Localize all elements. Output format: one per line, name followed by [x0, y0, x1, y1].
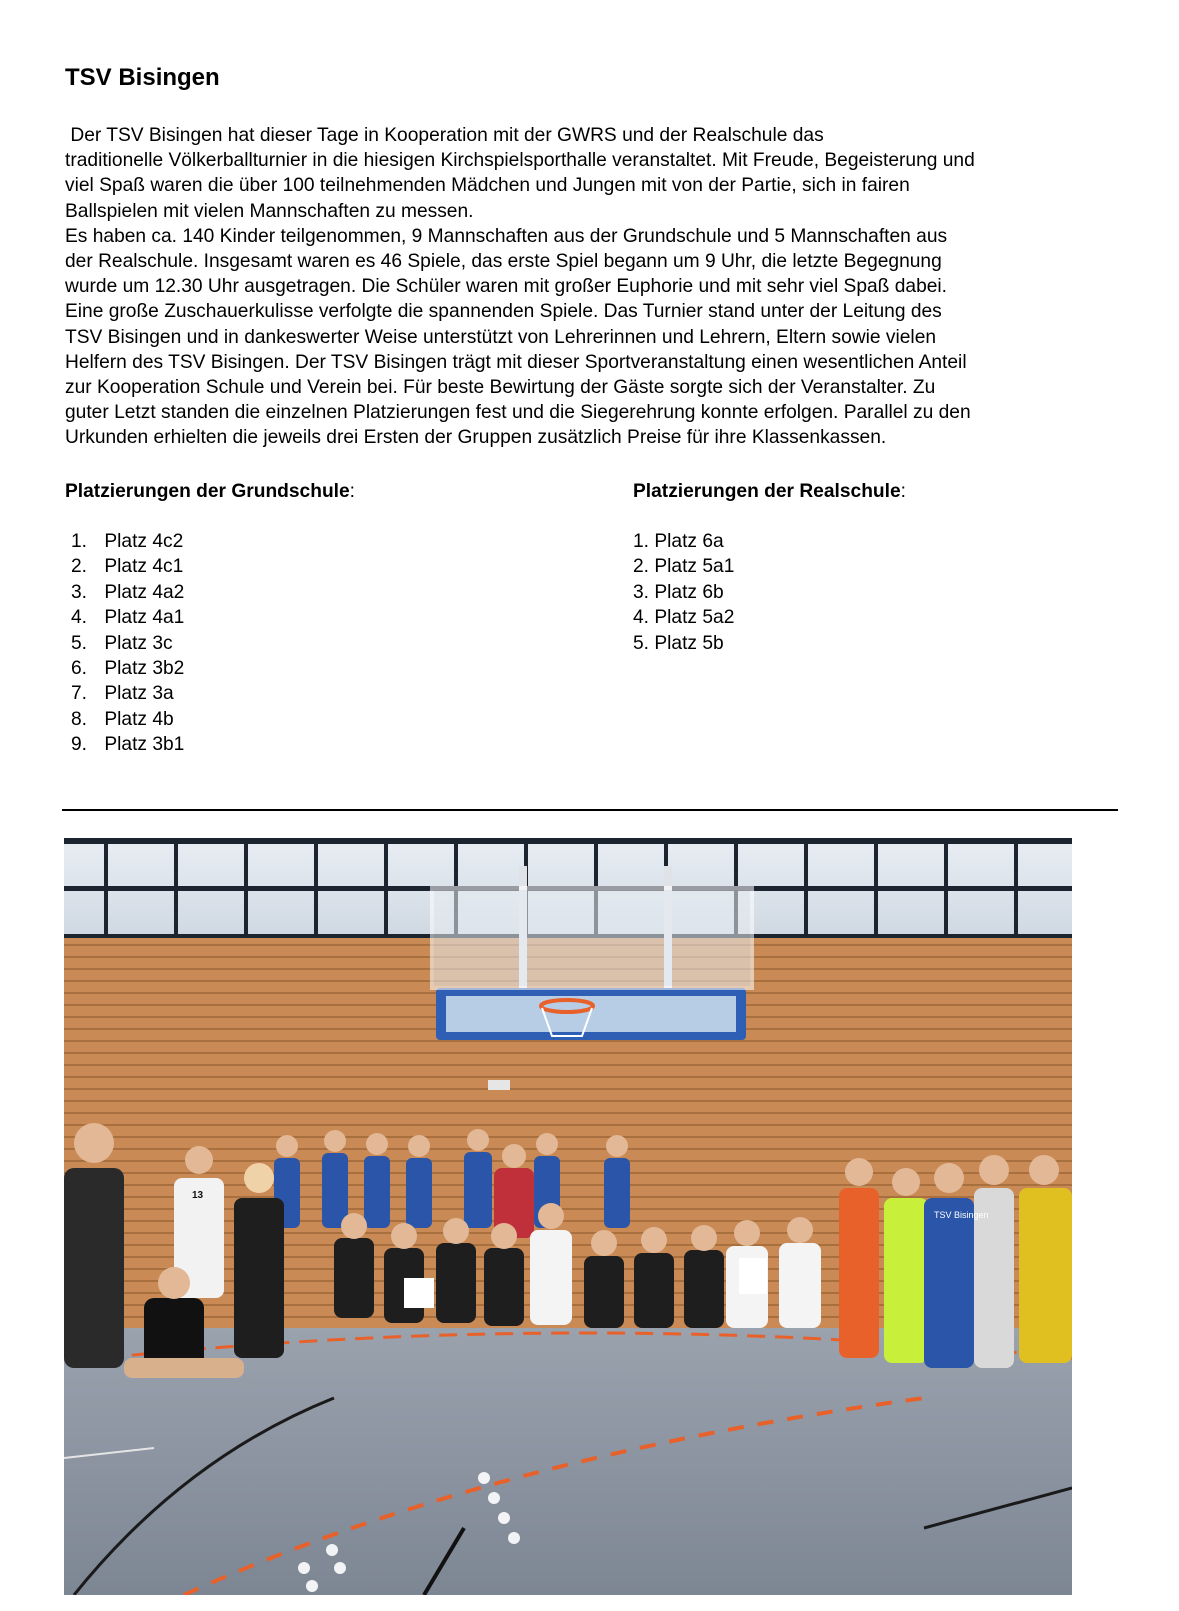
rank-label: Platz 6a: [654, 531, 724, 552]
basketball-hoop: [432, 866, 752, 1040]
realschule-heading-text: Platzierungen der Realschule: [633, 481, 901, 502]
realschule-rankings: [633, 529, 734, 656]
team-photo-illustration: [64, 838, 1072, 1595]
article-line: TSV Bisingen und in dankeswerter Weise unterstützt von Lehrerinnen und Lehrern, Eltern sowie vielen: [65, 326, 937, 348]
rank-label: Platz 4a2: [104, 581, 185, 603]
rank-number: 5.: [71, 632, 88, 654]
article-line: Helfern des TSV Bisingen. Der TSV Bisingen trägt mit dieser Sportveranstaltung einen wesentlichen Anteil: [65, 351, 967, 373]
rank-number: 9.: [71, 734, 88, 756]
rank-label: Platz 3a: [104, 683, 174, 705]
grundschule-heading-text: Platzierungen der Grundschule: [65, 481, 350, 502]
rank-label: Platz 3b1: [104, 734, 185, 756]
list-item: [633, 554, 734, 579]
rank-number: 6.: [71, 658, 88, 680]
list-item: [65, 707, 184, 732]
rank-label: Platz 5b: [654, 632, 724, 654]
certificate: [739, 1258, 767, 1294]
grundschule-heading: [65, 479, 355, 504]
article-line: wurde um 12.30 Uhr ausgetragen. Die Schüler waren mit großer Euphorie und mit sehr viel Spaß dabei.: [65, 276, 948, 298]
wall-sign: [488, 1080, 510, 1090]
article-line: Ballspielen mit vielen Mannschaften zu messen.: [65, 200, 474, 222]
rank-number: 3.: [633, 581, 650, 603]
list-item: [65, 554, 184, 579]
rank-number: 3.: [71, 581, 88, 603]
team-photo: [64, 838, 1072, 1595]
article-line: Urkunden erhielten die jeweils drei Ersten der Gruppen zusätzlich Preise für ihre Klassenkassen.: [65, 427, 887, 449]
page-title: TSV Bisingen: [65, 64, 220, 91]
list-item: [65, 605, 184, 630]
list-item: [633, 631, 734, 656]
rank-number: 1.: [633, 531, 650, 552]
list-item: [65, 631, 184, 656]
horizontal-divider: [62, 809, 1118, 811]
article-body: [65, 123, 1145, 451]
list-item: [65, 681, 184, 706]
rank-label: Platz 6b: [654, 581, 724, 603]
rank-number: 4.: [633, 607, 650, 629]
article-line: Eine große Zuschauerkulisse verfolgte die spannenden Spiele. Das Turnier stand unter der Leitung des: [65, 301, 942, 323]
rank-number: 1.: [71, 531, 88, 552]
grundschule-rankings: [65, 529, 184, 758]
rank-label: Platz 3b2: [104, 658, 185, 680]
list-item: [65, 580, 184, 605]
jersey-number: 13: [192, 1190, 204, 1201]
article-line: der Realschule. Insgesamt waren es 46 Spiele, das erste Spiel begann um 9 Uhr, die letzte Begegnung: [65, 251, 942, 273]
rank-label: Platz 5a1: [654, 556, 735, 578]
rank-label: Platz 4b: [104, 708, 174, 730]
article-line: zur Kooperation Schule und Verein bei. Für beste Bewirtung der Gäste sorgte sich der Veranstalter. Zu: [65, 377, 936, 399]
article-line: viel Spaß waren die über 100 teilnehmenden Mädchen und Jungen mit von der Partie, sich in fairen: [65, 175, 910, 197]
list-item: [65, 732, 184, 757]
list-item: [633, 580, 734, 605]
rank-number: 2.: [633, 556, 650, 578]
article-line: Der TSV Bisingen hat dieser Tage in Kooperation mit der GWRS und der Realschule das: [65, 125, 824, 146]
list-item: [65, 656, 184, 681]
realschule-heading: [633, 479, 906, 504]
shirt-print: TSV Bisingen: [934, 1210, 989, 1220]
rank-label: Platz 4a1: [104, 607, 185, 629]
article-line: guter Letzt standen die einzelnen Platzierungen fest und die Siegerehrung konnte erfolgen. Parallel zu den: [65, 402, 971, 424]
article-line: Es haben ca. 140 Kinder teilgenommen, 9 Mannschaften aus der Grundschule und 5 Mannschaften aus: [65, 225, 948, 247]
certificate: [404, 1278, 434, 1308]
list-item: [633, 529, 734, 554]
rank-number: 8.: [71, 708, 88, 730]
grundschule-heading-colon: :: [349, 481, 356, 502]
rank-label: Platz 5a2: [654, 607, 735, 629]
rank-label: Platz 3c: [104, 632, 173, 654]
rank-number: 4.: [71, 607, 88, 629]
rank-number: 2.: [71, 556, 88, 578]
rank-label: Platz 4c1: [104, 556, 184, 578]
realschule-heading-colon: :: [900, 481, 906, 502]
article-line: traditionelle Völkerballturnier in die hiesigen Kirchspielsporthalle veranstaltet. Mit Freude, Begeisterung und: [65, 150, 975, 172]
rank-number: 7.: [71, 683, 88, 705]
list-item: [633, 605, 734, 630]
rank-number: 5.: [633, 632, 650, 654]
list-item: [65, 529, 184, 554]
rank-label: Platz 4c2: [104, 531, 184, 552]
